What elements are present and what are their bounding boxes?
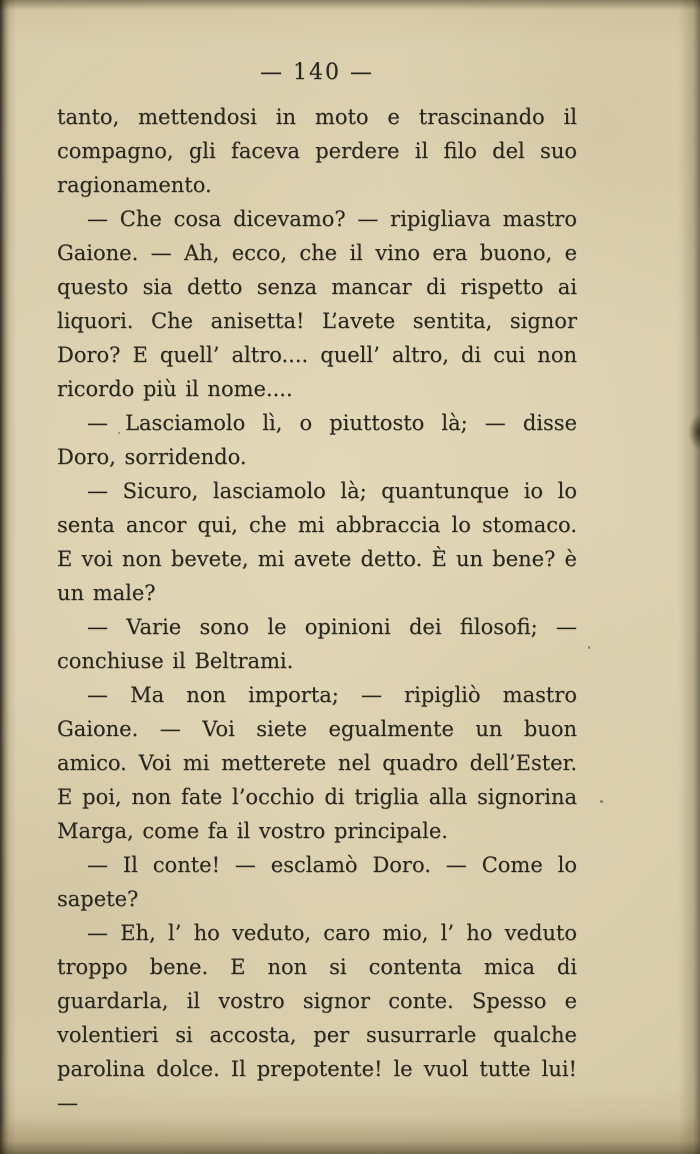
page-edge-left	[0, 0, 16, 1154]
paragraph: — Eh, l’ ho veduto, caro mio, l’ ho veduto troppo bene. E non si contenta mica di guardarla, il vostro signor conte. Spesso e volentieri si accosta, per susurrarle qualche parolina dolce. Il prepotente! le vuol tutte lui! —	[57, 921, 577, 1115]
paragraph: — Varie sono le opinioni dei filosofi; — conchiuse il Beltrami.	[57, 615, 577, 673]
page-number: — 140 —	[260, 60, 374, 85]
paragraph: tanto, mettendosi in moto e trascinando il compagno, gli faceva perdere il filo del suo ragionamento.	[57, 105, 577, 197]
paragraph: — Che cosa dicevamo? — ripigliava mastro Gaione. — Ah, ecco, che il vino era buono, e questo sia detto senza mancar di rispetto ai liquori. Che anisetta! L’avete sentita, signor Doro? E quell’ altro.... quell’ altro, di cui non ricordo più il nome....	[57, 207, 577, 401]
paragraph: — Lasciamolo lì, o piuttosto là; — disse Doro, sorridendo.	[57, 411, 577, 469]
page-edge-notch	[688, 414, 700, 450]
page-edge-right	[678, 0, 700, 1154]
paragraph: — Sicuro, lasciamolo là; quantunque io lo senta ancor qui, che mi abbraccia lo stomaco. E voi non bevete, mi avete detto. È un bene? è un male?	[57, 479, 577, 605]
page-edge-top	[0, 0, 700, 10]
paragraph: — Il conte! — esclamò Doro. — Come lo sapete?	[57, 853, 577, 911]
page-edge-bottom	[0, 1118, 700, 1154]
paragraph: — Ma non importa; — ripigliò mastro Gaione. — Voi siete egualmente un buon amico. Voi mi metterete nel quadro dell’Ester. E poi, non fate l’occhio di triglia alla signorina Marga, come fa il vostro principale.	[57, 683, 577, 843]
paper-speck	[588, 646, 590, 649]
page-text	[57, 100, 577, 1120]
paper-speck	[600, 800, 603, 803]
